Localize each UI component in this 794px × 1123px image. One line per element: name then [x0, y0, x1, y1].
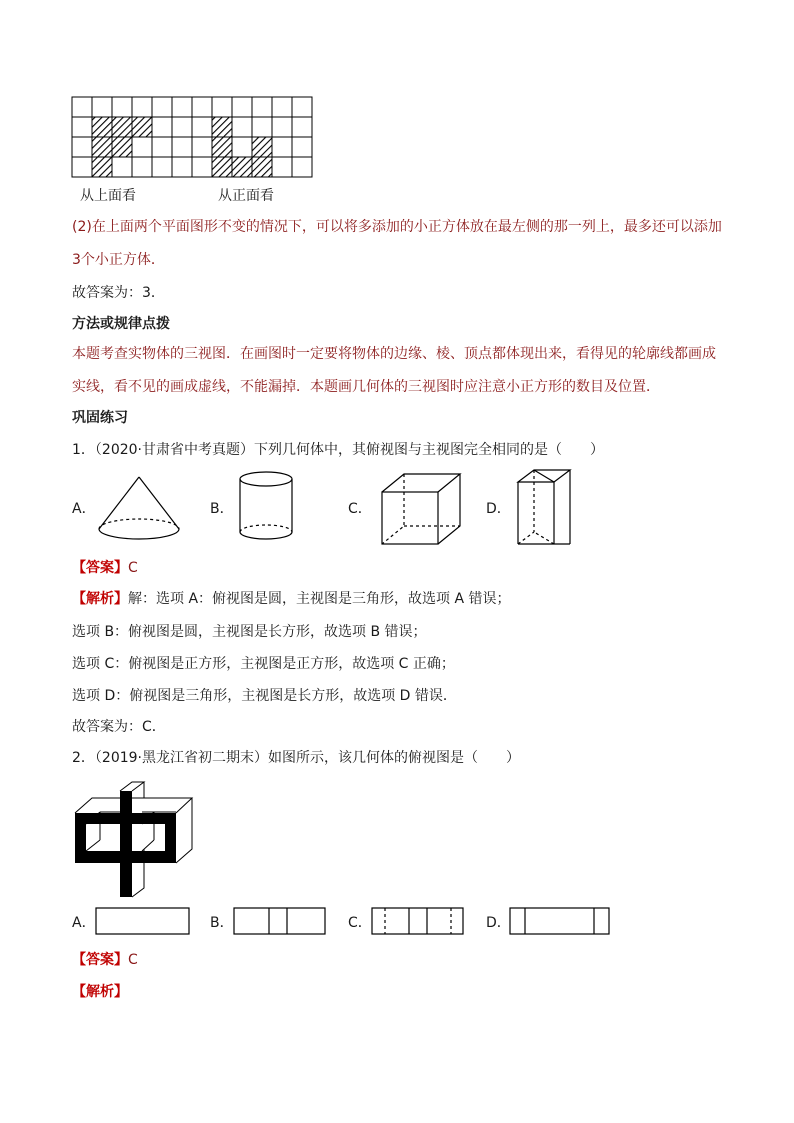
answer-value: C — [128, 560, 138, 576]
practice-heading: 巩固练习 — [72, 410, 128, 426]
q2-option-d-label: D． — [486, 915, 511, 931]
q2-option-a-label: A． — [72, 915, 96, 931]
hatched-cell — [212, 117, 232, 137]
q1-analysis-line-2: 选项 B：俯视图是圆，主视图是长方形，故选项 B 错误； — [72, 624, 427, 640]
q2-answer — [72, 950, 138, 970]
q1-analysis-line-3: 选项 C：俯视图是正方形，主视图是正方形，故选项 C 正确； — [72, 656, 455, 672]
q2-option-b-label: B． — [210, 915, 234, 931]
hatched-cell — [212, 157, 232, 177]
q2-option-a-figure — [95, 907, 191, 935]
q1-analysis-line-4: 选项 D：俯视图是三角形，主视图是长方形，故选项 D 错误． — [72, 688, 457, 704]
hatched-cell — [132, 117, 152, 137]
answer-line: 故答案为：3． — [72, 285, 165, 301]
q1-option-d-label: D． — [486, 501, 511, 517]
cone-figure — [95, 475, 185, 545]
hatched-cell — [212, 137, 232, 157]
front-view-grid — [192, 97, 312, 177]
q1-option-b-label: B． — [210, 501, 234, 517]
grid-views-figure — [70, 95, 320, 185]
q2-analysis — [72, 982, 128, 1002]
answer-value: C — [128, 952, 138, 968]
q1-answer — [72, 558, 138, 578]
cube-figure — [380, 472, 465, 547]
q1-analysis-line-1 — [72, 589, 511, 609]
explanation-line-2: 3个小正方体． — [72, 252, 165, 268]
hatched-cell — [252, 137, 272, 157]
q1-option-c-label: C． — [348, 501, 372, 517]
hatched-cell — [92, 137, 112, 157]
vertical-bar — [120, 791, 132, 897]
cylinder-figure — [238, 470, 298, 545]
hatched-cell — [92, 157, 112, 177]
method-text-line-2: 实线，看不见的画成虚线，不能漏掉．本题画几何体的三视图时应注意小正方形的数目及位置． — [72, 379, 660, 395]
method-text-line-1: 本题考查实物体的三视图．在画图时一定要将物体的边缘、棱、顶点都体现出来，看得见的轮廓线都画成 — [72, 346, 716, 362]
analysis-tag: 【解析】 — [72, 591, 128, 607]
hatched-cell — [232, 157, 252, 177]
top-view-caption: 从上面看 — [80, 188, 136, 204]
q2-option-b-figure — [233, 907, 327, 935]
question-1-stem: 1．（2020·甘肃省中考真题）下列几何体中，其俯视图与主视图完全相同的是（ ） — [72, 442, 604, 458]
q1-option-a-label: A． — [72, 501, 96, 517]
q1-conclusion: 故答案为：C． — [72, 719, 166, 735]
hatched-cell — [112, 137, 132, 157]
q2-option-c-label: C． — [348, 915, 372, 931]
hatched-cell — [112, 117, 132, 137]
explanation-line-1: (2)在上面两个平面图形不变的情况下，可以将多添加的小正方体放在最左侧的那一列上，最多还可以添加 — [72, 219, 722, 235]
hatched-cell — [92, 117, 112, 137]
answer-tag: 【答案】 — [72, 952, 128, 968]
q2-option-c-figure — [371, 907, 465, 935]
top-view-grid — [72, 97, 192, 177]
analysis-text: 解：选项 A：俯视图是圆，主视图是三角形，故选项 A 错误； — [128, 591, 511, 607]
analysis-tag: 【解析】 — [72, 984, 128, 1000]
answer-tag: 【答案】 — [72, 560, 128, 576]
q2-option-d-figure — [509, 907, 611, 935]
front-view-caption: 从正面看 — [218, 188, 274, 204]
zhong-shape-figure — [72, 780, 197, 900]
triangular-prism-figure — [516, 468, 576, 548]
method-heading: 方法或规律点拨 — [72, 316, 170, 332]
question-2-stem: 2．（2019·黑龙江省初二期末）如图所示，该几何体的俯视图是（ ） — [72, 750, 520, 766]
hatched-cell — [252, 157, 272, 177]
